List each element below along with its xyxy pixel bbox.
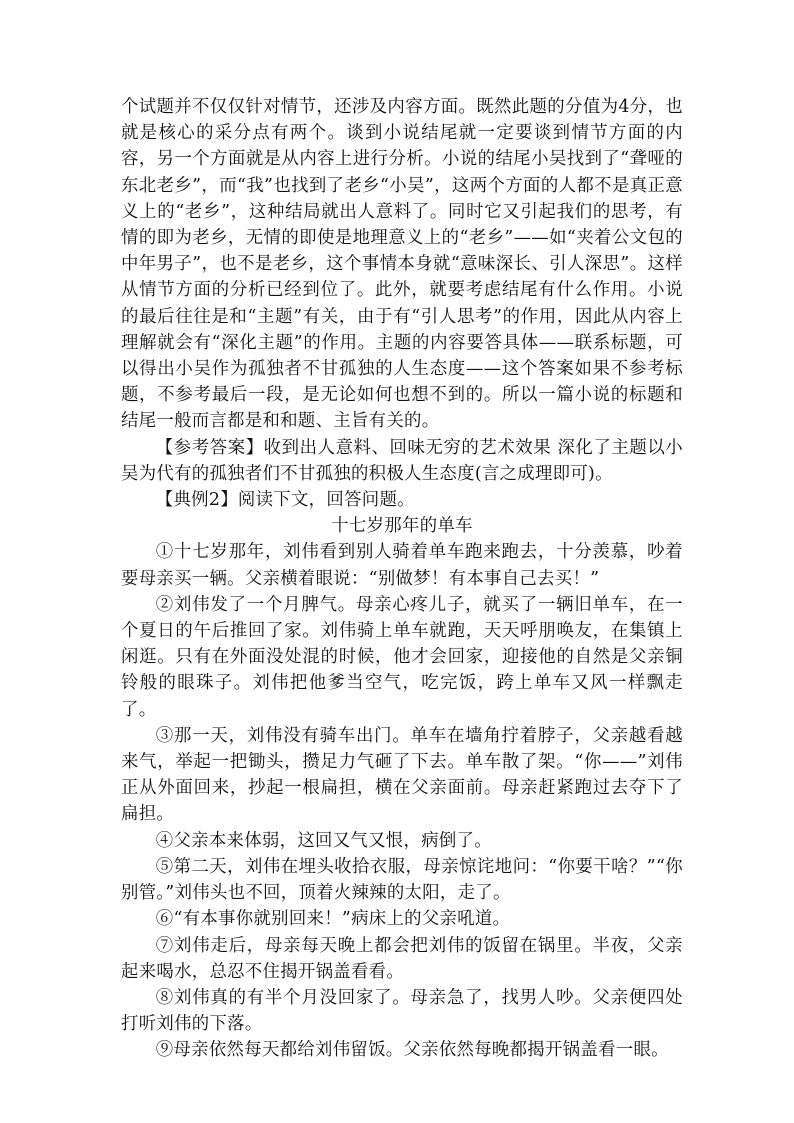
analysis-paragraph: 个试题并不仅仅针对情节，还涉及内容方面。既然此题的分值为4分，也就是核心的采分点有两个。谈到小说结尾就一定要谈到情节方面的内容，另一个方面就是从内容上进行分析。小说的结尾小吴找到了“聋哑的东北老乡”，而“我”也找到了老乡“小吴”，这两个方面的人都不是真正意义上的“老乡”，这种结局就出人意料了。同时它又引起我们的思考，有情的即为老乡，无情的即使是地理意义上的“老乡”——如“夹着公文包的中年男子”，也不是老乡，这个事情本身就“意味深长、引人深思”。这样从情节方面的分析已经到位了。此外，就要考虑结尾有什么作用。小说的最后往往是和“主题”有关，由于有“引人思考”的作用，因此从内容上理解就会有“深化主题”的作用。主题的内容要答具体——联系标题，可以得出小吴作为孤独者不甘孤独的人生态度——这个答案如果不参考标题，不参考最后一段，是无论如何也想不到的。所以一篇小说的标题和结尾一般而言都是和和题、主旨有关的。 — [121, 97, 683, 432]
story-paragraph-5: ⑤第二天，刘伟在埋头收拾衣服，母亲惊诧地问：“你要干啥？”“你别管。”刘伟头也不回，顶着火辣辣的太阳，走了。 — [121, 856, 683, 904]
story-paragraph-6: ⑥“有本事你就别回来！”病床上的父亲吼道。 — [155, 909, 511, 930]
story-paragraph-9: ⑨母亲依然每天都给刘伟留饭。父亲依然每晚都揭开锅盖看一眼。 — [155, 1040, 669, 1061]
story-paragraph-4: ④父亲本来体弱，这回又气又恨，病倒了。 — [155, 830, 492, 851]
story-paragraph-1: ①十七岁那年，刘伟看到别人骑着单车跑来跑去，十分羡慕，吵着要母亲买一辆。父亲横着眼说：“别做梦！有本事自己去买！” — [121, 542, 683, 589]
reference-answer: 【参考答案】收到出人意料、回味无穷的艺术效果 深化了主题以小吴为代有的孤独者们不甘孤独的积极人生态度(言之成理即可)。 — [121, 437, 683, 484]
example-intro: 【典例2】阅读下文，回答问题。 — [155, 490, 415, 511]
story-paragraph-8: ⑧刘伟真的有半个月没回家了。母亲急了，找男人吵。父亲便四处打听刘伟的下落。 — [121, 987, 683, 1035]
story-title: 十七岁那年的单车 — [331, 516, 473, 537]
document-body — [121, 94, 683, 1064]
story-paragraph-2: ②刘伟发了一个月脾气。母亲心疼儿子，就买了一辆旧单车，在一个夏日的午后推回了家。刘伟骑上单车就跑，天天呼朋唤友，在集镇上闲逛。只有在外面没处混的时候，他才会回家，迎接他的自然是父亲铜铃般的眼珠子。刘伟把他爹当空气，吃完饭，跨上单车又风一样飘走了。 — [121, 594, 683, 720]
story-paragraph-7: ⑦刘伟走后，母亲每天晚上都会把刘伟的饭留在锅里。半夜，父亲起来喝水，总忍不住揭开锅盖看看。 — [121, 935, 683, 982]
story-paragraph-3: ③那一天，刘伟没有骑车出门。单车在墙角拧着脖子，父亲越看越来气，举起一把锄头，攒足力气砸了下去。单车散了架。“你——”刘伟正从外面回来，抄起一根扁担，横在父亲面前。母亲赶紧跑过去夺下了扁担。 — [121, 725, 683, 825]
